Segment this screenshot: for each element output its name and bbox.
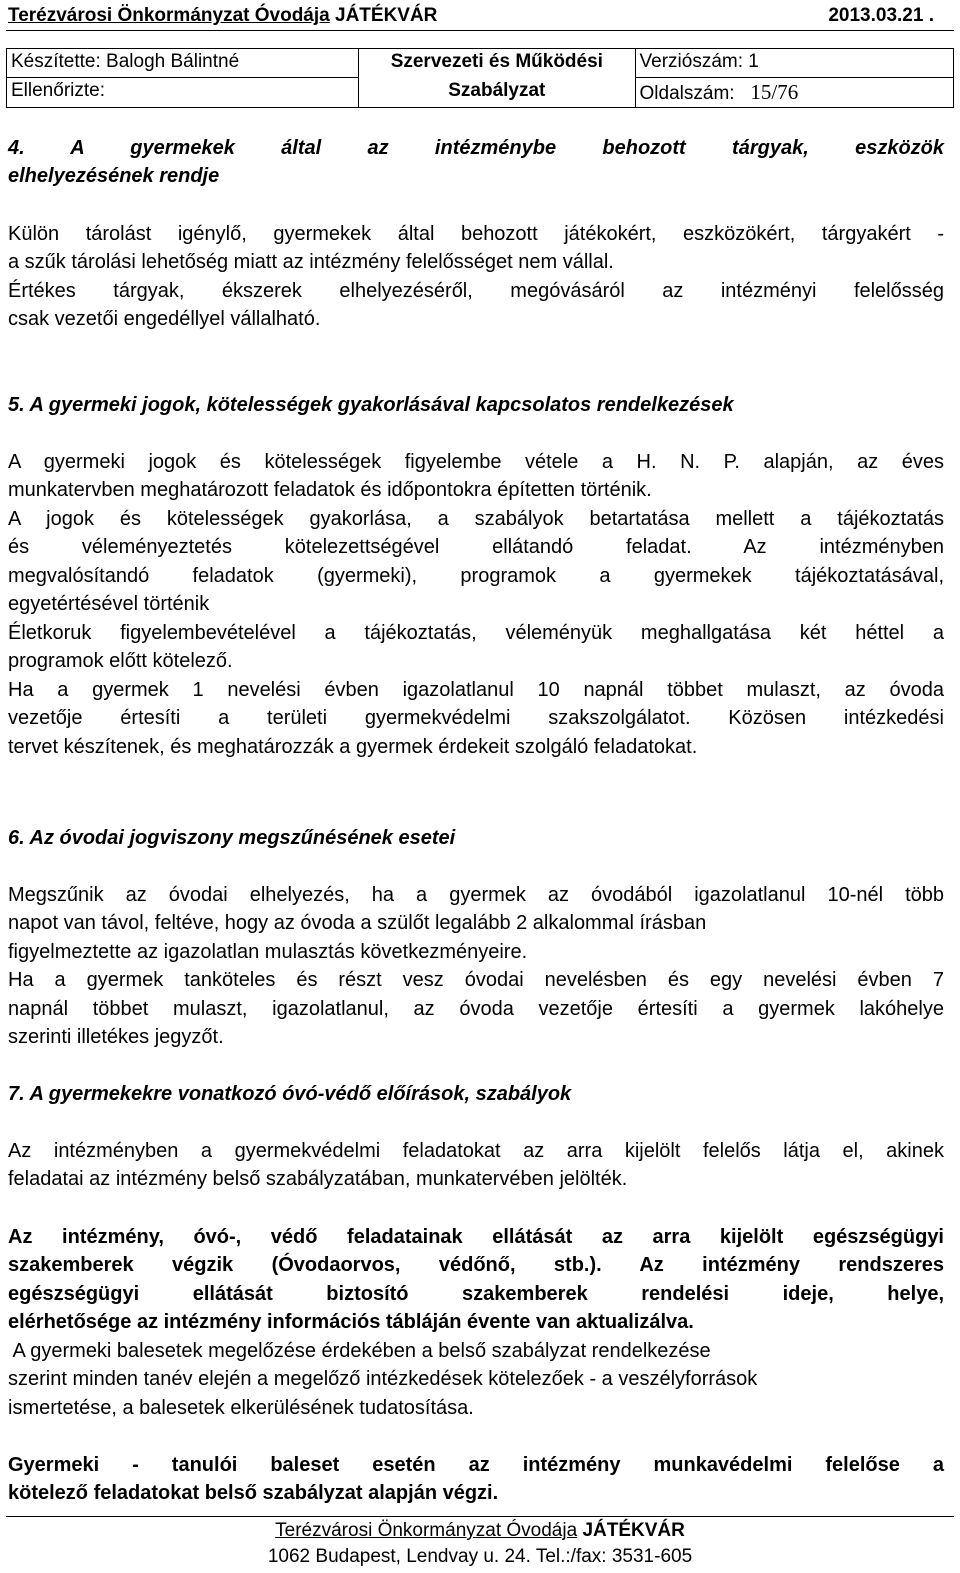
paragraph-line: Életkoruk figyelembevételével a tájékoztatás, véleményük meghallgatása két héttel a bbox=[8, 622, 944, 644]
header-org-suffix: JÁTÉKVÁR bbox=[335, 5, 438, 26]
document-meta-table bbox=[6, 48, 954, 108]
bold-paragraph-line: szakemberek végzik (Óvodaorvos, védőnő, stb.). Az intézmény rendszeres bbox=[8, 1254, 944, 1276]
header-date: 2013.03.21 . bbox=[828, 5, 934, 26]
page-header bbox=[6, 0, 954, 31]
bold-paragraph-line: elérhetősége az intézmény információs tábláján évente van aktualizálva. bbox=[8, 1311, 694, 1333]
footer-address: 1062 Budapest, Lendvay u. 24. Tel.:/fax: 3531-605 bbox=[267, 1546, 693, 1567]
header-org bbox=[8, 5, 437, 27]
paragraph-line: Ha a gyermek tanköteles és részt vesz óvodai nevelésben és egy nevelési évben 7 bbox=[8, 969, 944, 991]
bold-paragraph-line: Az intézmény, óvó-, védő feladatainak ellátását az arra kijelölt egészségügyi bbox=[8, 1226, 944, 1248]
paragraph-line: egyetértésével történik bbox=[8, 593, 210, 615]
paragraph-line: tervet készítenek, és meghatározzák a gyermek érdekeit szolgáló feladatokat. bbox=[8, 736, 698, 758]
section-5-heading: 5. A gyermeki jogok, kötelességek gyakorlásával kapcsolatos rendelkezések bbox=[8, 394, 734, 416]
section-4-heading-line-1: 4. A gyermekek által az intézménybe behozott tárgyak, eszközök bbox=[8, 137, 944, 159]
paragraph-line: A gyermeki balesetek megelőzése érdekében a belső szabályzat rendelkezése bbox=[8, 1340, 711, 1362]
footer-org bbox=[6, 1520, 954, 1542]
paragraph-line: napnál többet mulaszt, igazolatlanul, az óvoda vezetője értesíti a gyermek lakóhelye bbox=[8, 998, 944, 1020]
section-7-heading: 7. A gyermekekre vonatkozó óvó-védő előírások, szabályok bbox=[8, 1083, 572, 1105]
prepared-by: Készítette: Balogh Bálintné bbox=[7, 49, 359, 78]
bold-paragraph-line: kötelező feladatokat belső szabályzat alapján végzi. bbox=[8, 1482, 499, 1504]
paragraph-line: Értékes tárgyak, ékszerek elhelyezéséről, megóvásáról az intézményi felelősség bbox=[8, 280, 944, 302]
paragraph-line: ismertetése, a balesetek elkerülésének tudatosítása. bbox=[8, 1397, 474, 1419]
paragraph-line: napot van távol, feltéve, hogy az óvoda a szülőt legalább 2 alkalommal írásban bbox=[8, 912, 707, 934]
section-6-heading: 6. Az óvodai jogviszony megszűnésének esetei bbox=[8, 827, 456, 849]
paragraph-line: a szűk tárolási lehetőség miatt az intézmény felelősséget nem vállal. bbox=[8, 251, 614, 273]
footer-org-suffix: JÁTÉKVÁR bbox=[582, 1520, 685, 1541]
footer-org-name: Terézvárosi Önkormányzat Óvodája bbox=[275, 1520, 578, 1541]
page-footer bbox=[6, 1516, 954, 1571]
paragraph-line: figyelmeztette az igazolatlan mulasztás következményeire. bbox=[8, 941, 528, 963]
page-number-label: Oldalszám: bbox=[639, 83, 735, 104]
paragraph-line: programok előtt kötelező. bbox=[8, 650, 233, 672]
paragraph-line: Az intézményben a gyermekvédelmi feladatokat az arra kijelölt felelős látja el, akinek bbox=[8, 1140, 944, 1162]
section-4-heading-line-2: elhelyezésének rendje bbox=[8, 165, 220, 187]
page-number bbox=[635, 78, 953, 108]
paragraph-line: Megszűnik az óvodai elhelyezés, ha a gyermek az óvodából igazolatlanul 10-nél több bbox=[8, 884, 944, 906]
doc-title-line-2: Szabályzat bbox=[359, 78, 635, 108]
paragraph-line: és véleményeztetés kötelezettségével ellátandó feladat. Az intézményben bbox=[8, 536, 944, 558]
header-org-name: Terézvárosi Önkormányzat Óvodája bbox=[8, 5, 330, 26]
paragraph-line: Külön tárolást igénylő, gyermekek által behozott játékokért, eszközökért, tárgyakért - bbox=[8, 223, 944, 245]
paragraph-line: megvalósítandó feladatok (gyermeki), programok a gyermekek tájékoztatásával, bbox=[8, 565, 944, 587]
paragraph-line: A jogok és kötelességek gyakorlása, a szabályok betartatása mellett a tájékoztatás bbox=[8, 508, 944, 530]
paragraph-line: vezetője értesíti a területi gyermekvédelmi szakszolgálatot. Közösen intézkedési bbox=[8, 707, 944, 729]
paragraph-line: munkatervben meghatározott feladatok és időpontokra építetten történik. bbox=[8, 479, 652, 501]
paragraph-line: csak vezetői engedéllyel vállalható. bbox=[8, 308, 321, 330]
paragraph-line: feladatai az intézmény belső szabályzatában, munkatervében jelölték. bbox=[8, 1168, 628, 1190]
paragraph-line: Ha a gyermek 1 nevelési évben igazolatlanul 10 napnál többet mulaszt, az óvoda bbox=[8, 679, 944, 701]
paragraph-line: szerint minden tanév elején a megelőző intézkedések kötelezőek - a veszélyforrások bbox=[8, 1368, 758, 1390]
paragraph-line: szerinti illetékes jegyzőt. bbox=[8, 1026, 224, 1048]
doc-title-line-1: Szervezeti és Működési bbox=[359, 49, 635, 78]
checked-by: Ellenőrizte: bbox=[7, 78, 359, 108]
page-number-value: 15/76 bbox=[750, 80, 799, 104]
bold-paragraph-line: egészségügyi ellátását biztosító szakemberek rendelési ideje, helye, bbox=[8, 1283, 944, 1305]
paragraph-line: A gyermeki jogok és kötelességek figyelembe vétele a H. N. P. alapján, az éves bbox=[8, 451, 944, 473]
version-number: Verziószám: 1 bbox=[635, 49, 953, 78]
bold-paragraph-line: Gyermeki - tanulói baleset esetén az intézmény munkavédelmi felelőse a bbox=[8, 1454, 944, 1476]
